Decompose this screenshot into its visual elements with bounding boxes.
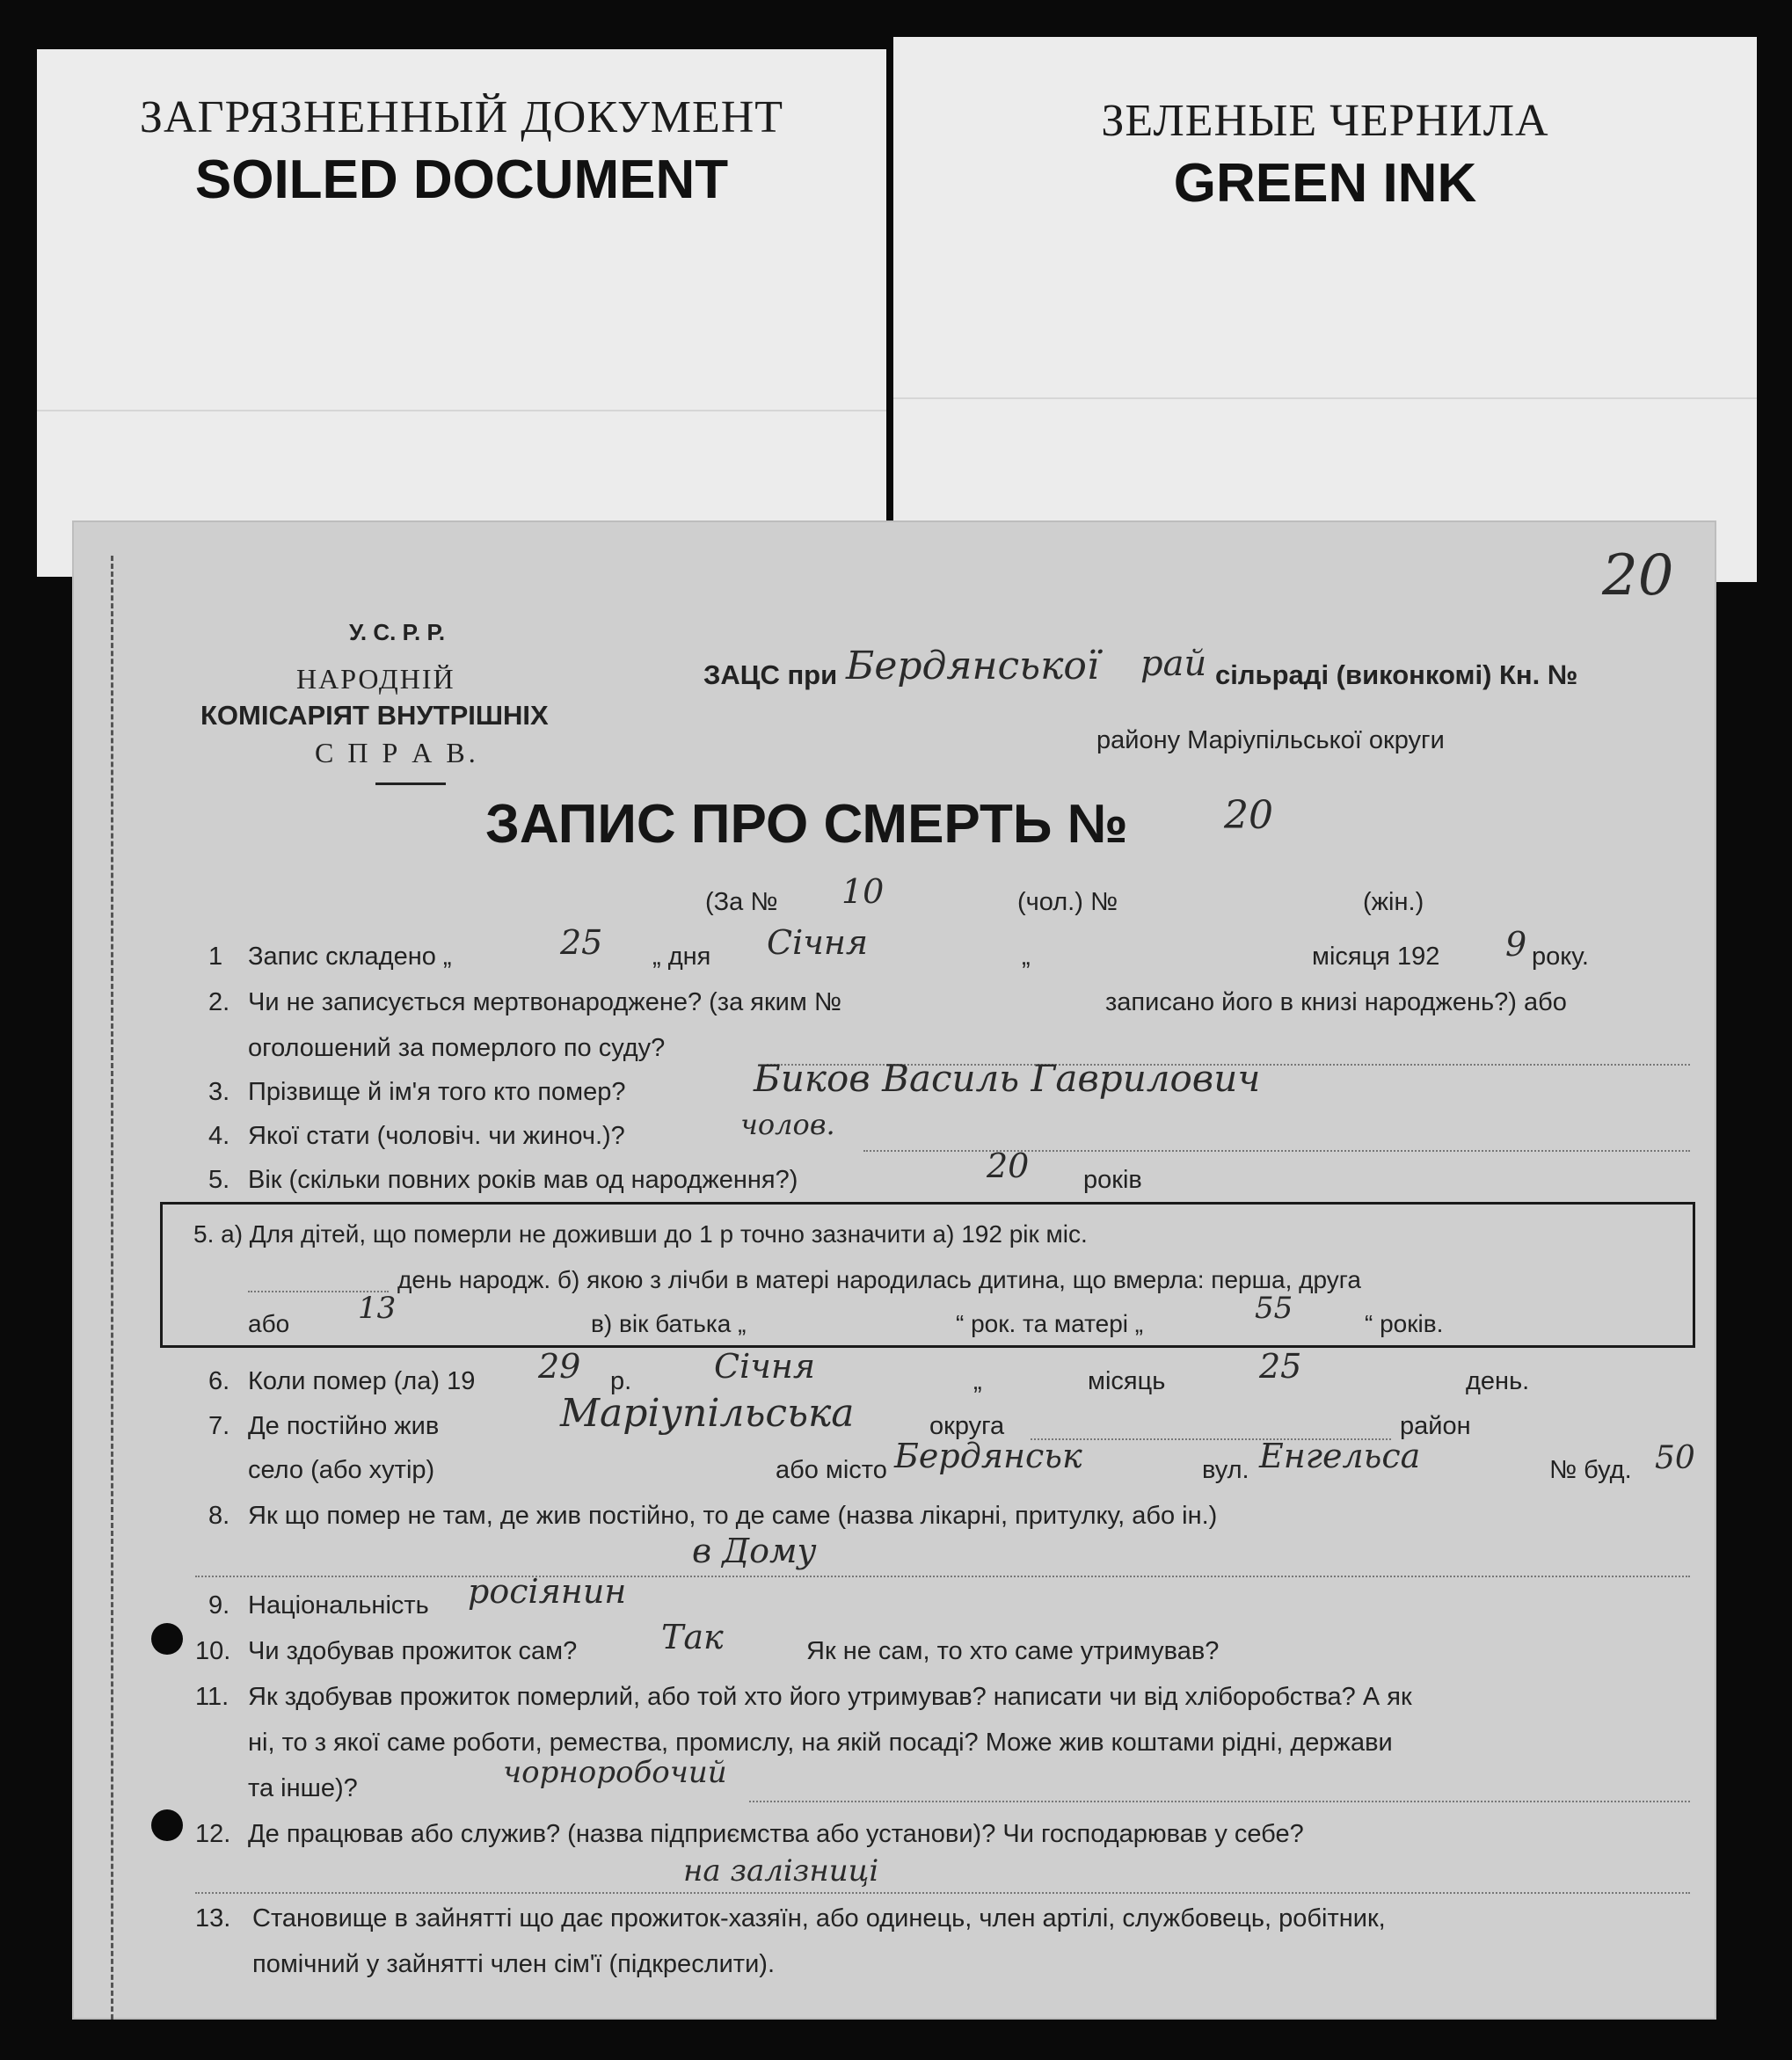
row-10-number: 10.: [195, 1637, 231, 1665]
row-12-number: 12.: [195, 1820, 231, 1848]
soiled-document-card: [37, 49, 886, 577]
box-5-line-2: день народж. б) якою з лічби в матері народилась дитина, що вмерла: перша, друга: [397, 1266, 1361, 1293]
row-7-street: Енгельса: [1259, 1437, 1421, 1475]
card-right-ru: ЗЕЛЕНЫЕ ЧЕРНИЛА: [1101, 96, 1549, 146]
row-1-suffix: року.: [1532, 943, 1589, 971]
zacs-prefix: ЗАЦС при: [703, 659, 838, 690]
zacs-hand-2: рай: [1140, 644, 1207, 684]
row-7-number: 7.: [208, 1412, 230, 1440]
row-9-nationality: росіянин: [468, 1572, 627, 1611]
card-left-en: SOILED DOCUMENT: [194, 149, 729, 210]
row-12-label: Де працював або служив? (назва підприємства або установи)? Чи господарював у себе?: [248, 1820, 1304, 1848]
zacs-suffix: сільраді (виконкомі) Кн. №: [1215, 659, 1578, 690]
za-no-label: (За №: [705, 888, 778, 916]
row-10-label: Чи здобував прожиток сам?: [248, 1637, 578, 1665]
row-8-label: Як що помер не там, де жив постійно, то де саме (назва лікарні, притулку, або ін.): [248, 1502, 1218, 1530]
row-6-year: 29: [538, 1347, 581, 1386]
box-5-line-3-c: “ рок. та матері „: [956, 1310, 1144, 1337]
card-right-en: GREEN INK: [1173, 153, 1477, 214]
row-6-month-label: місяць: [1088, 1367, 1166, 1395]
zhin-label: (жін.): [1363, 888, 1424, 916]
row-7-street-label: вул.: [1202, 1456, 1249, 1484]
page-number: 20: [1602, 543, 1674, 608]
row-7-region: Маріупільська: [560, 1391, 855, 1436]
row-5-label: Вік (скільки повних років мав од народження?): [248, 1166, 798, 1194]
row-11-label-b: ні, то з якої саме роботи, ремества, промислу, на якій посаді? Може жив коштами рідні, держави: [248, 1729, 1393, 1757]
row-7-city-label: або місто: [776, 1456, 887, 1484]
row-6-number: 6.: [208, 1367, 230, 1395]
row-3-label: Прізвище й ім'я того кто помер?: [248, 1078, 626, 1106]
row-13-number: 13.: [195, 1904, 231, 1933]
row-4-sex: чолов.: [740, 1108, 835, 1141]
row-2-label: Чи не записується мертвонароджене? (за яким №: [248, 988, 841, 1016]
card-fold: [37, 410, 886, 411]
box-5-line-1: 5. а) Для дітей, що померли не доживши до 1 р точно зазначити а) 192 рік міс.: [193, 1220, 1088, 1248]
row-6-month: Січня: [714, 1347, 816, 1386]
row-1-year: 9: [1505, 925, 1527, 964]
record-title: ЗАПИС ПРО СМЕРТЬ №: [485, 794, 1128, 855]
green-ink-card: [893, 37, 1757, 582]
row-2-label-c: оголошений за померлого по суду?: [248, 1034, 666, 1062]
death-record-sheet: [72, 520, 1716, 2020]
row-7-label: Де постійно жив: [248, 1412, 440, 1440]
row-9-number: 9.: [208, 1591, 230, 1620]
row-6-label: Коли помер (ла) 19: [248, 1367, 476, 1395]
row-12-workplace: на залізниці: [683, 1853, 879, 1889]
row-1-number: 1: [208, 943, 223, 971]
row-7-village: село (або хутір): [248, 1456, 435, 1484]
card-fold: [893, 397, 1757, 399]
zacs-hand: Бердянської: [846, 644, 1099, 688]
row-5-number: 5.: [208, 1166, 230, 1194]
row-10-self: Так: [661, 1618, 724, 1656]
row-9-label: Національність: [248, 1591, 429, 1620]
row-8-number: 8.: [208, 1502, 230, 1530]
chol-label: (чол.) №: [1017, 888, 1118, 916]
row-11-occupation: чорноробочий: [503, 1755, 727, 1790]
row-5-suffix: років: [1083, 1166, 1142, 1194]
row-4-number: 4.: [208, 1122, 230, 1150]
row-1-day: 25: [560, 923, 603, 962]
box-5-line-3-b: в) вік батька „: [591, 1310, 747, 1337]
box-5-child-order: 13: [358, 1291, 397, 1326]
dotted-line: [195, 1576, 1690, 1577]
row-4-label: Якої стати (чоловіч. чи жиноч.)?: [248, 1122, 625, 1150]
row-7-raion: район: [1400, 1412, 1471, 1440]
box-5-mother-age: 55: [1255, 1291, 1293, 1326]
row-7-house: 50: [1655, 1440, 1695, 1476]
row-1-day-label: „ дня: [652, 943, 711, 971]
za-no-hand: 10: [841, 872, 885, 911]
row-6-day: 25: [1259, 1347, 1302, 1386]
row-1-label: Запис складено „: [248, 943, 452, 971]
row-2-label-b: записано його в книзі народжень?) або: [1105, 988, 1567, 1016]
row-5-age: 20: [987, 1146, 1030, 1185]
row-10-label-b: Як не сам, то хто саме утримував?: [806, 1637, 1220, 1665]
district-label: району Маріупільської округи: [1096, 726, 1445, 754]
row-11-label-c: та інше)?: [248, 1774, 358, 1802]
record-number-hand: 20: [1224, 793, 1273, 838]
row-6-quote: „: [973, 1367, 982, 1395]
row-6-day-label: день.: [1466, 1367, 1530, 1395]
row-13-label-a: Становище в зайнятті що дає прожиток-хазяїн, або одинець, член артілі, службовець, робітник,: [252, 1904, 1386, 1933]
row-1-month-label: місяця 192: [1312, 943, 1440, 971]
row-11-label-a: Як здобував прожиток померлий, або той хто його утримував? написати чи від хліборобства? А як: [248, 1683, 1412, 1711]
row-13-label-b: помічний у зайнятті член сім'ї (підкреслити).: [252, 1950, 776, 1978]
box-5-line-3-a: або: [248, 1310, 290, 1337]
row-7-city: Бердянськ: [894, 1437, 1082, 1475]
row-7-okruha: округа: [929, 1412, 1005, 1440]
row-3-name: Биков Василь Гаврилович: [754, 1057, 1261, 1100]
row-1-quote: „: [1022, 943, 1031, 971]
row-1-month: Січня: [767, 923, 869, 962]
org-line-1: НАРОДНІЙ: [296, 663, 455, 695]
usrr-label: У. С. Р. Р.: [349, 619, 446, 645]
row-6-year-suffix: р.: [610, 1367, 632, 1395]
row-2-number: 2.: [208, 988, 230, 1016]
divider: [375, 783, 446, 785]
punch-hole: [151, 1809, 183, 1841]
org-line-2: КОМІСАРІЯТ ВНУТРІШНІХ: [200, 700, 549, 731]
dotted-line: [749, 1801, 1690, 1802]
org-line-3: С П Р А В.: [315, 737, 479, 768]
row-11-number: 11.: [195, 1683, 229, 1711]
box-5-line-3-d: “ років.: [1365, 1310, 1444, 1337]
punch-hole: [151, 1623, 183, 1655]
row-3-number: 3.: [208, 1078, 230, 1106]
row-8-place: в Дому: [692, 1532, 817, 1570]
row-7-house-label: № буд.: [1549, 1456, 1632, 1484]
dotted-line: [195, 1892, 1690, 1894]
card-left-ru: ЗАГРЯЗНЕННЫЙ ДОКУМЕНТ: [139, 92, 784, 142]
